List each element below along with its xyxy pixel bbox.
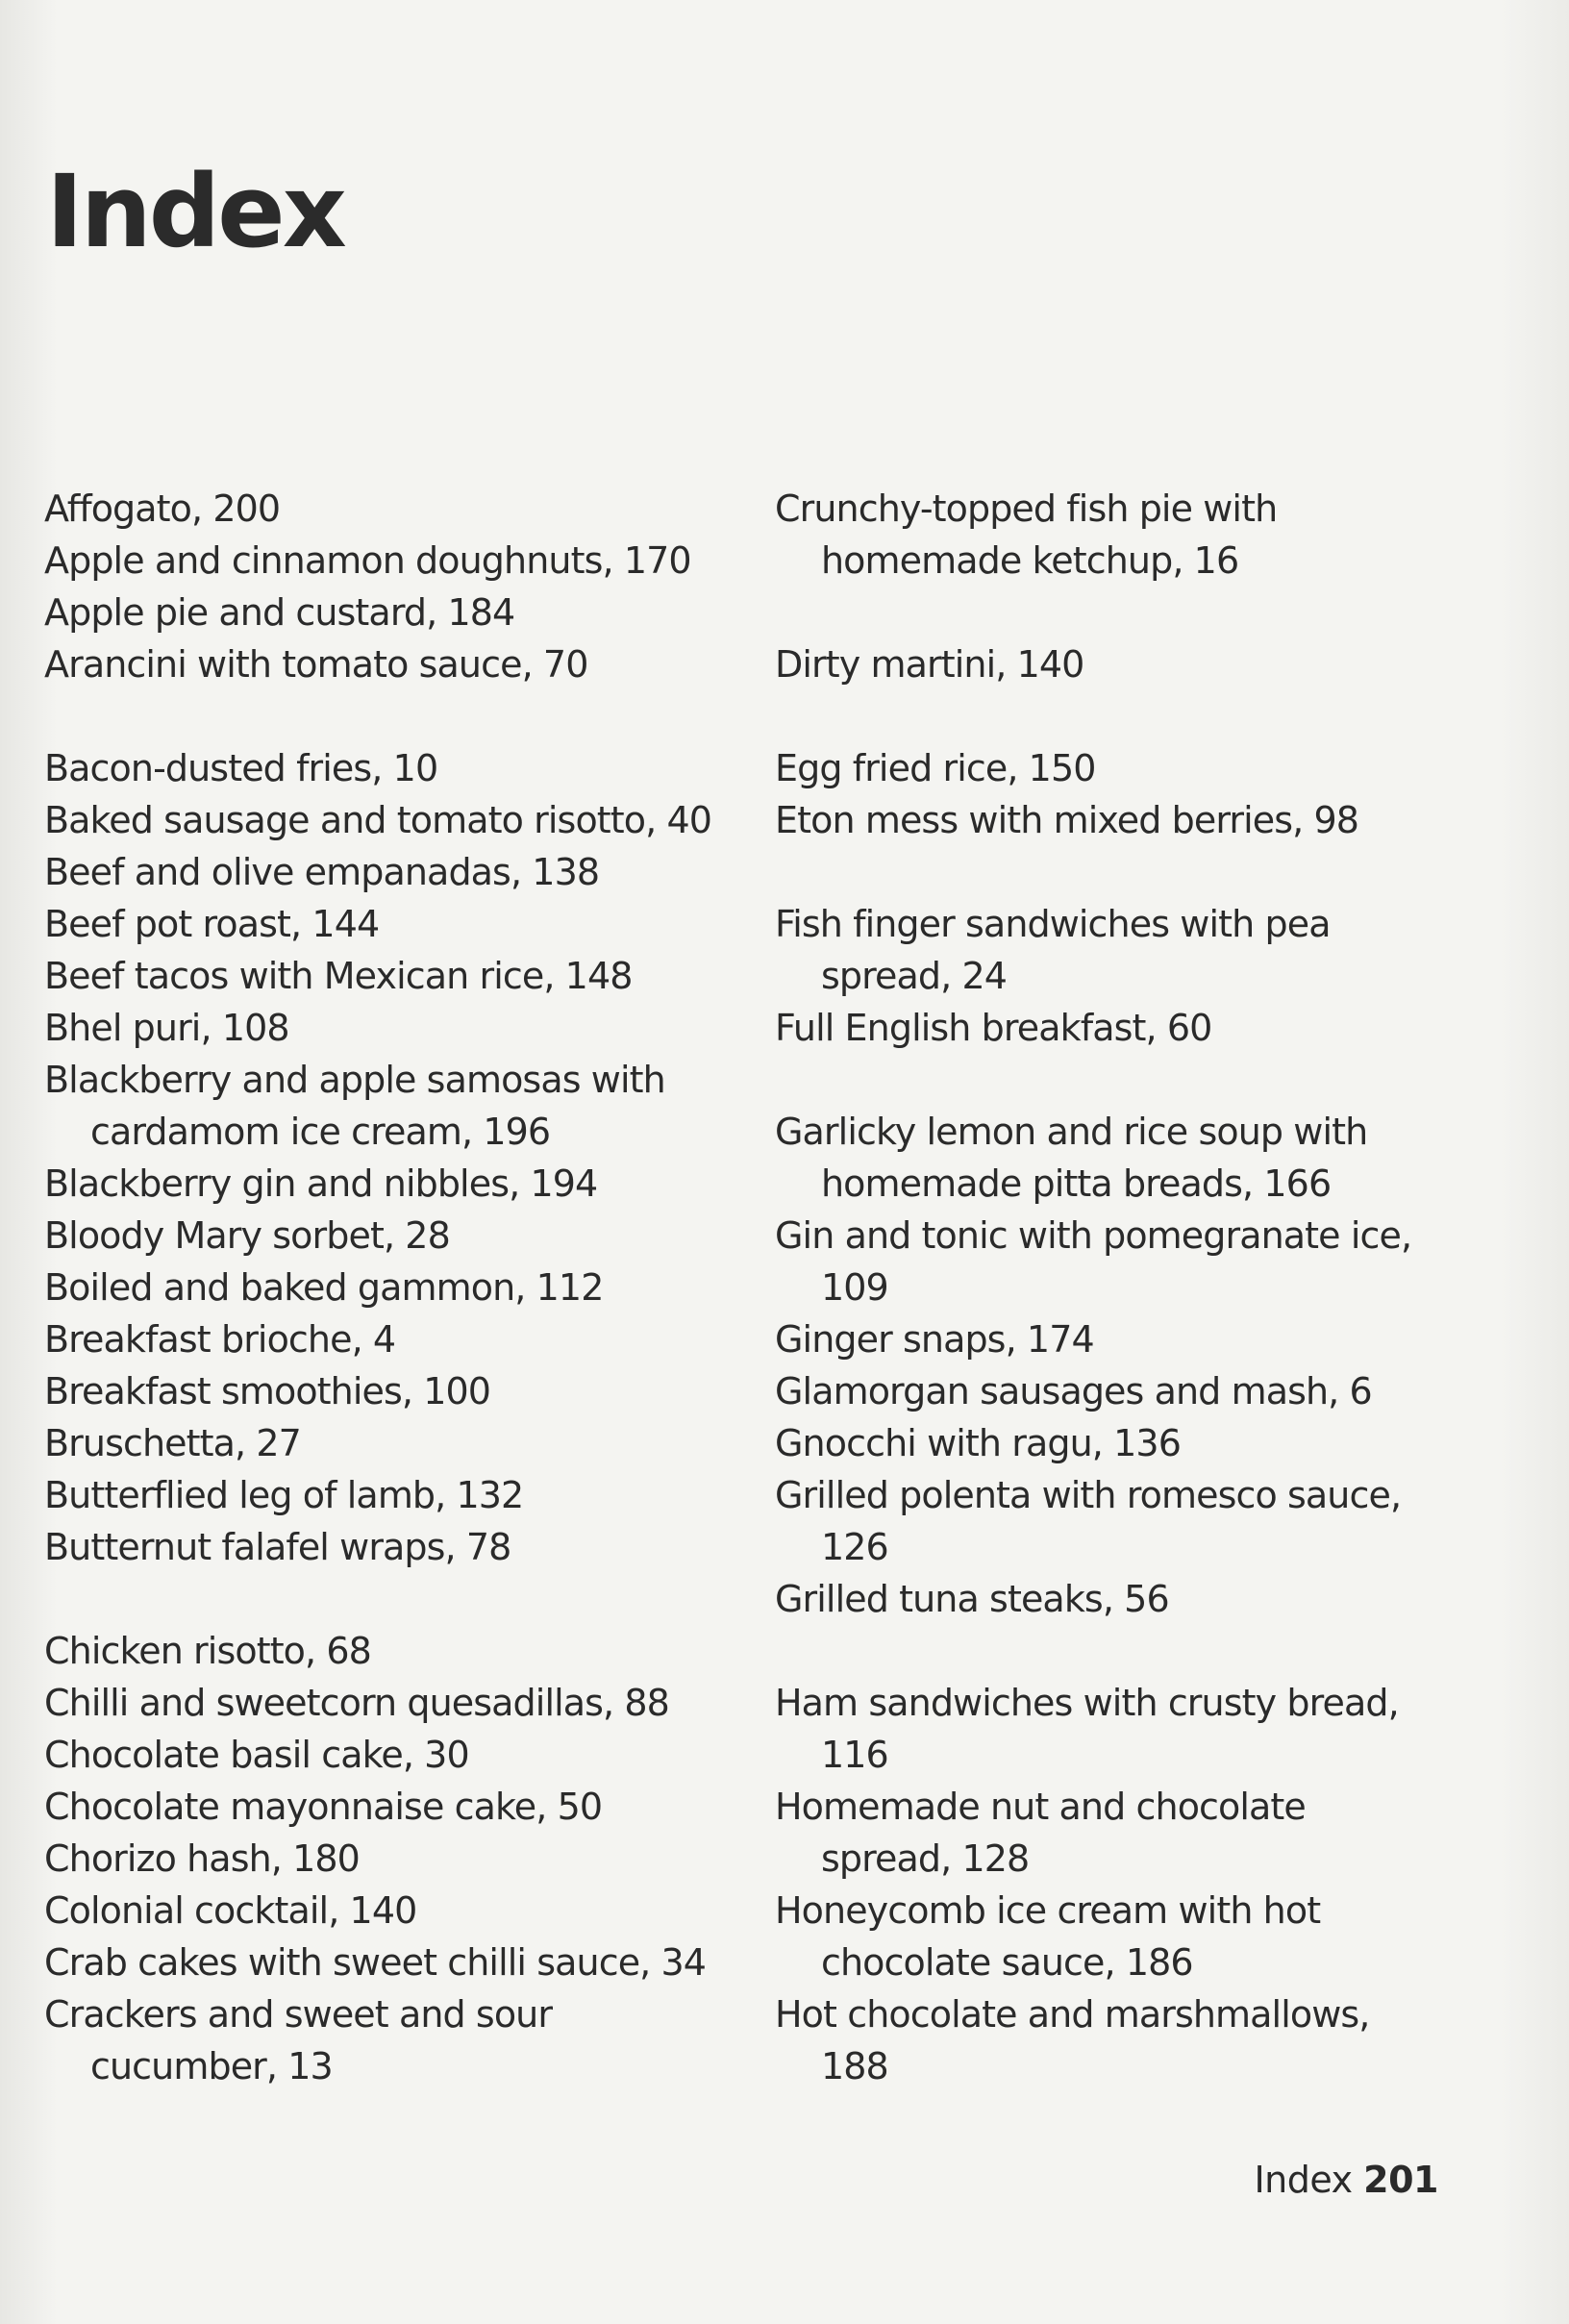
letter-group-gap — [775, 1054, 1506, 1106]
index-entry — [775, 1210, 1506, 1313]
index-entry — [775, 1106, 1506, 1210]
index-entry-text: Crab cakes with sweet chilli sauce, 34 — [44, 1941, 707, 1984]
index-entry — [775, 1002, 1506, 1054]
index-entry-continuation: 188 — [821, 2045, 888, 2087]
index-entry-text: Crackers and sweet and sour — [44, 1993, 553, 2036]
index-entry-text: Fish finger sandwiches with pea — [775, 903, 1331, 945]
index-entry-text: Gnocchi with ragu, 136 — [775, 1422, 1181, 1464]
index-entry-text: Bloody Mary sorbet, 28 — [44, 1214, 450, 1257]
index-column-right — [775, 483, 1506, 2092]
index-entry — [44, 1885, 775, 1937]
index-entry — [775, 638, 1506, 690]
index-entry — [775, 898, 1506, 1002]
index-entry-text: Beef and olive empanadas, 138 — [44, 851, 600, 893]
index-entry — [775, 794, 1506, 846]
index-entry — [44, 1677, 775, 1729]
page-number: 201 — [1363, 2159, 1438, 2201]
index-entry — [44, 742, 775, 794]
index-entry-text: Honeycomb ice cream with hot — [775, 1889, 1321, 1932]
index-entry — [775, 1313, 1506, 1365]
index-entry-text: Chorizo hash, 180 — [44, 1837, 360, 1880]
index-entry — [775, 1885, 1506, 1988]
index-entry-text: Breakfast smoothies, 100 — [44, 1370, 491, 1412]
index-entry-continuation: 126 — [821, 1526, 888, 1568]
index-entry — [44, 1937, 775, 1988]
index-entry — [44, 1469, 775, 1521]
index-entry-text: Colonial cocktail, 140 — [44, 1889, 417, 1932]
index-entry — [44, 638, 775, 690]
index-entry-continuation: cucumber, 13 — [90, 2045, 333, 2087]
index-entry — [775, 1469, 1506, 1573]
letter-group-gap — [775, 587, 1506, 638]
index-entry — [44, 1210, 775, 1262]
letter-group-gap — [775, 1625, 1506, 1677]
index-entry-text: Full English breakfast, 60 — [775, 1007, 1212, 1049]
index-entry — [44, 1313, 775, 1365]
index-entry-text: Baked sausage and tomato risotto, 40 — [44, 799, 712, 841]
index-entry-text: Blackberry and apple samosas with — [44, 1059, 665, 1101]
index-entry-text: Beef tacos with Mexican rice, 148 — [44, 955, 633, 997]
index-entry — [44, 1625, 775, 1677]
index-entry — [44, 898, 775, 950]
index-entry — [44, 1988, 775, 2092]
letter-group-gap — [44, 690, 775, 742]
index-entry-text: Ginger snaps, 174 — [775, 1318, 1094, 1361]
index-entry-continuation: chocolate sauce, 186 — [821, 1941, 1193, 1984]
index-entry — [44, 794, 775, 846]
letter-group-gap — [775, 690, 1506, 742]
index-entry — [44, 1417, 775, 1469]
letter-group-gap — [775, 846, 1506, 898]
index-entry-text: Chicken risotto, 68 — [44, 1630, 371, 1672]
index-entry — [44, 1521, 775, 1573]
index-entry-continuation: spread, 24 — [821, 955, 1008, 997]
index-entry-text: Apple and cinnamon doughnuts, 170 — [44, 539, 691, 582]
index-entry-text: Bruschetta, 27 — [44, 1422, 301, 1464]
index-entry-text: Grilled tuna steaks, 56 — [775, 1578, 1169, 1620]
index-column-left — [44, 483, 775, 2092]
index-entry-text: Chocolate basil cake, 30 — [44, 1734, 469, 1776]
index-entry-continuation: 109 — [821, 1266, 888, 1309]
index-entry — [44, 483, 775, 535]
index-entry-text: Garlicky lemon and rice soup with — [775, 1111, 1368, 1153]
index-entry-text: Affogato, 200 — [44, 487, 281, 530]
index-entry-text: Butternut falafel wraps, 78 — [44, 1526, 511, 1568]
index-entry — [775, 742, 1506, 794]
index-entry — [44, 950, 775, 1002]
index-entry-text: Boiled and baked gammon, 112 — [44, 1266, 604, 1309]
index-entry-continuation: homemade ketchup, 16 — [821, 539, 1239, 582]
index-entry — [775, 1988, 1506, 2092]
index-entry — [44, 1262, 775, 1313]
page-footer — [1254, 2154, 1438, 2206]
index-entry-continuation: 116 — [821, 1734, 888, 1776]
index-entry-text: Butterflied leg of lamb, 132 — [44, 1474, 524, 1516]
index-entry-continuation: cardamom ice cream, 196 — [90, 1111, 551, 1153]
index-entry-text: Gin and tonic with pomegranate ice, — [775, 1214, 1412, 1257]
index-entry-text: Bacon-dusted fries, 10 — [44, 747, 438, 789]
index-entry-text: Grilled polenta with romesco sauce, — [775, 1474, 1402, 1516]
index-entry — [44, 1365, 775, 1417]
index-entry-continuation: spread, 128 — [821, 1837, 1030, 1880]
index-entry-text: Ham sandwiches with crusty bread, — [775, 1682, 1399, 1724]
index-entry-text: Beef pot roast, 144 — [44, 903, 380, 945]
index-entry-continuation: homemade pitta breads, 166 — [821, 1162, 1332, 1205]
index-entry — [775, 1573, 1506, 1625]
index-entry — [44, 535, 775, 587]
index-entry — [44, 1729, 775, 1781]
index-entry-text: Crunchy-topped fish pie with — [775, 487, 1278, 530]
index-entry-text: Chilli and sweetcorn quesadillas, 88 — [44, 1682, 669, 1724]
index-entry — [44, 1158, 775, 1210]
footer-label: Index — [1254, 2159, 1353, 2201]
letter-group-gap — [44, 1573, 775, 1625]
index-entry-text: Homemade nut and chocolate — [775, 1786, 1306, 1828]
index-entry — [44, 587, 775, 638]
index-entry-text: Eton mess with mixed berries, 98 — [775, 799, 1359, 841]
index-entry-text: Dirty martini, 140 — [775, 643, 1084, 686]
index-entry — [775, 483, 1506, 587]
index-entry — [775, 1417, 1506, 1469]
index-entry — [775, 1781, 1506, 1885]
index-entry — [44, 846, 775, 898]
index-entry-text: Glamorgan sausages and mash, 6 — [775, 1370, 1372, 1412]
index-entry-text: Apple pie and custard, 184 — [44, 591, 515, 634]
index-entry-text: Breakfast brioche, 4 — [44, 1318, 396, 1361]
index-entry — [44, 1833, 775, 1885]
index-entry — [775, 1677, 1506, 1781]
index-entry-text: Blackberry gin and nibbles, 194 — [44, 1162, 598, 1205]
index-entry-text: Bhel puri, 108 — [44, 1007, 289, 1049]
index-entry — [44, 1054, 775, 1158]
index-entry-text: Chocolate mayonnaise cake, 50 — [44, 1786, 603, 1828]
index-entry — [44, 1002, 775, 1054]
index-entry-text: Egg fried rice, 150 — [775, 747, 1096, 789]
index-entry-text: Arancini with tomato sauce, 70 — [44, 643, 588, 686]
index-entry-text: Hot chocolate and marshmallows, — [775, 1993, 1370, 2036]
index-entry — [44, 1781, 775, 1833]
page-title: Index — [46, 153, 344, 270]
index-entry — [775, 1365, 1506, 1417]
